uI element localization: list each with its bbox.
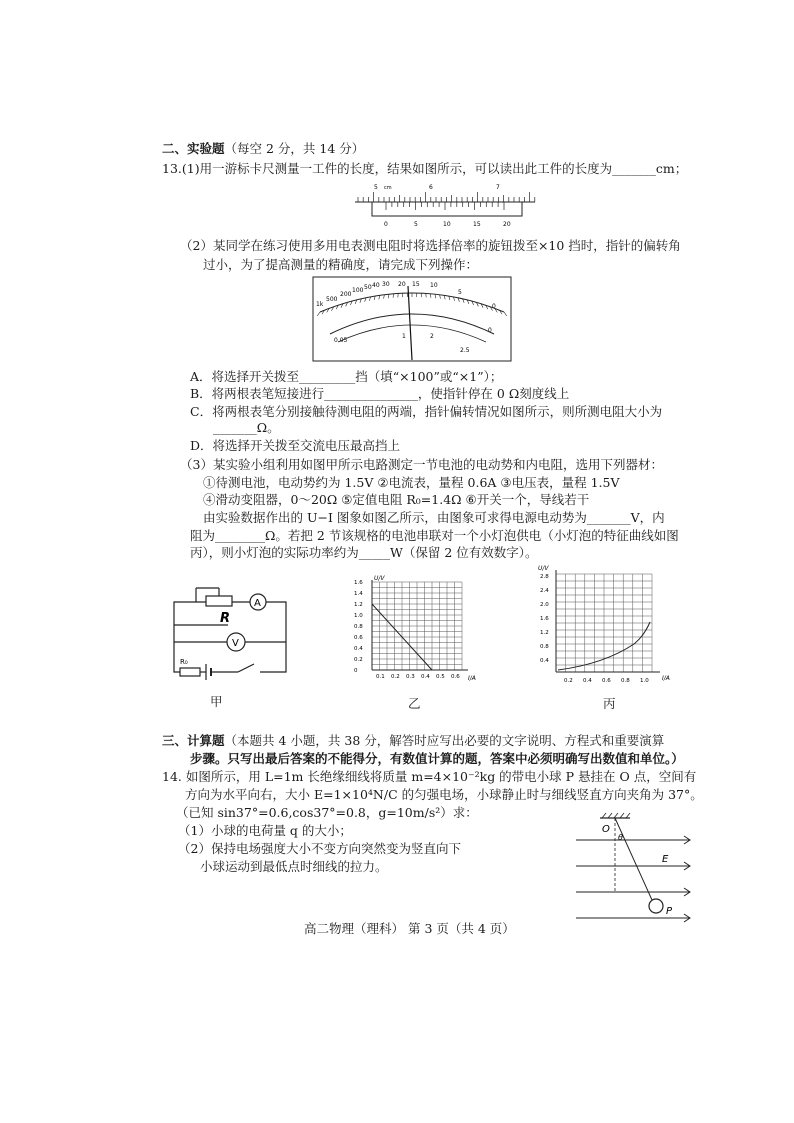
graph-yi-ytick: 0.4 [354,646,363,652]
graph-bing-ytick: 0.8 [540,644,549,650]
figure-caption-jia: 甲 [210,694,223,709]
section3-note-line2: 步骤。只写出最后答案的不能得分，有数值计算的题，答案中必须明确写出数值和单位。） [190,751,684,766]
ui-graph-yi [350,574,490,686]
pendulum-field-figure [570,812,700,924]
meter-ohm-label: 0 [492,303,496,310]
meter-lower-label: 2 [430,333,434,340]
q13-option-d: D．将选择开关拨至交流电压最高挡上 [190,438,401,453]
ui-graph-bing [534,560,682,688]
q14-line1: 14. 如图所示，用 L=1m 长绝缘细线将质量 m=4×10⁻²kg 的带电小球 P 悬挂在 O 点，空间有 [162,769,697,784]
caliper-main-scale [358,192,535,202]
meter-ohm-label: 5 [458,289,462,296]
fixed-resistor-symbol [180,668,200,676]
q13-part3-line2: ①待测电池，电动势约为 1.5V ②电流表，量程 0.6A ③电压表，量程 1.5V [203,475,620,490]
meter-ohm-label: 1k [316,301,324,308]
caliper-main-label: 5 [374,184,378,191]
graph-bing-xtick: 0.2 [564,678,573,684]
q13-option-a: A．将选择开关拨至_________挡（填“×100”或“×1”）； [190,369,503,384]
graph-yi-ytick: 0.2 [354,657,363,663]
caliper-vernier-scale [386,202,504,210]
graph-bing-xtick: 0.8 [621,678,630,684]
vernier-caliper-figure [350,180,540,230]
caliper-vernier-label: 20 [503,221,511,228]
graph-yi-ytick: 0.8 [354,624,363,630]
q14-line3: （已知 sin37°=0.6,cos37°=0.8，g=10m/s²）求： [176,805,478,820]
meter-ohm-label: 30 [382,281,390,288]
graph-bing-ytick: 2.8 [540,574,549,580]
rheostat-symbol [206,596,232,606]
figure-caption-yi: 乙 [408,696,421,711]
fixed-resistor-label: R₀ [180,658,188,666]
ammeter-label: A [254,598,261,609]
q13-option-c: C．将两根表笔分别接触待测电阻的两端，指针偏转情况如图所示，则所测电阻大小为 [190,404,663,419]
q13-part1: 13.(1)用一游标卡尺测量一工件的长度，结果如图所示，可以读出此工件的长度为_______cm； [162,161,688,176]
graph-bing-ytick: 0.4 [540,658,549,664]
ceiling-hatching [602,813,630,818]
q13-part3-line1: （3）某实验小组利用如图甲所示电路测定一节电池的电动势和内电阻，选用下列器材： [180,457,663,472]
caliper-main-label: 7 [496,184,500,191]
q14-sub1: （1）小球的电荷量 q 的大小； [178,823,352,838]
graph-bing-ytick: 1.2 [540,630,549,636]
meter-lower-label: 0 [488,327,492,334]
graph-yi-xtick: 0.2 [391,674,400,680]
graph-bing-ytick: 2.4 [540,588,549,594]
graph-bing-ytick: 2.0 [540,602,549,608]
meter-ohm-label: 500 [326,296,338,303]
graph-yi-xtick: 0.4 [421,674,430,680]
figure-caption-bing: 丙 [603,696,616,711]
charged-ball-p [649,899,663,913]
caliper-vernier-label: 0 [384,221,388,228]
q13-part3-line6: 丙），则小灯泡的实际功率约为_____W（保留 2 位有效数字）。 [190,545,538,560]
point-o-label: O [602,824,610,835]
q14-sub2: （2）保持电场强度大小不变方向突然变为竖直向下 [178,841,461,856]
voltmeter-label: V [232,638,239,649]
graph-bing-xlabel: I/A [662,675,670,682]
graph-yi-ytick: 1.2 [354,602,363,608]
meter-lower-label: 1 [402,333,406,340]
meter-ohm-label: 20 [398,281,406,288]
section3-heading [162,733,664,749]
multimeter-dial-figure [312,276,512,362]
meter-ohm-label: 100 [352,287,364,294]
section3-title: 三、计算题 [162,733,225,748]
section3-note-line1: （本题共 4 小题，共 38 分，解答时应写出必要的文字说明、方程式和重要演算 [224,733,665,748]
caliper-vernier-label: 5 [414,221,418,228]
graph-yi-ytick: 0 [354,668,358,674]
graph-yi-xlabel: I/A [468,675,476,682]
graph-bing-grid [556,574,652,672]
graph-yi-xtick: 0.3 [406,674,415,680]
page-footer: 高二物理（理科） 第 3 页（共 4 页） [304,921,515,936]
graph-bing-xtick: 0.4 [583,678,592,684]
graph-yi-ytick: 0.6 [354,635,363,641]
string-line [615,818,652,900]
meter-ohm-label: 15 [412,281,420,288]
graph-bing-xtick: 0.6 [602,678,611,684]
graph-bing-xtick: 1.0 [640,678,649,684]
circuit-diagram-jia [166,580,296,680]
q13-part3-line4: 由实验数据作出的 U−I 图象如图乙所示，由图象可求得电源电动势为_______V，内 [203,510,665,525]
q14-sub2-cont: 小球运动到最低点时细线的拉力。 [200,859,388,874]
section2-title: 二、实验题 [162,141,225,156]
section2-note: （每空 2 分，共 14 分） [224,141,365,156]
q13-option-c-blank: _______Ω。 [213,420,280,435]
q14-line2: 方向为水平向右，大小 E=1×10⁴N/C 的匀强电场，小球静止时与细线竖直方向夹角为 37°。 [185,787,703,802]
graph-yi-ytick: 1.0 [354,613,363,619]
graph-bing-ylabel: U/V [538,565,549,572]
rheostat-label: R [220,611,231,626]
meter-ohm-label: 50 [364,284,372,291]
meter-ohm-label: 200 [340,291,352,298]
q13-part3-line3: ④滑动变阻器，0～20Ω ⑤定值电阻 R₀=1.4Ω ⑥开关一个，导线若干 [203,492,590,507]
graph-yi-grid [372,582,462,670]
caliper-unit-label: cm [384,185,392,191]
meter-lower-label: 0.05 [334,337,348,344]
graph-yi-ylabel: U/V [374,575,385,582]
graph-yi-xtick: 0.6 [451,674,460,680]
meter-ohm-label: 10 [430,282,438,289]
graph-yi-ytick: 1.4 [354,591,363,597]
caliper-vernier-label: 10 [443,221,451,228]
q13-option-b: B．将两根表笔短接进行_______________，使指针停在 0 Ω刻度线上 [190,386,570,401]
graph-yi-xtick: 0.5 [436,674,445,680]
field-lines [576,836,690,922]
graph-yi-ytick: 1.6 [354,580,363,586]
caliper-main-label: 6 [429,184,433,191]
section2-heading [162,141,364,157]
graph-yi-xtick: 0.1 [376,674,385,680]
ball-p-label: P [666,906,673,917]
q13-part2-line2: 过小，为了提高测量的精确度，请完成下列操作： [203,257,479,272]
q13-part2-line1: （2）某同学在练习使用多用电表测电阻时将选择倍率的旋钮拨至×10 挡时，指针的偏转角 [180,238,681,253]
q13-part3-line5: 阻为________Ω。若把 2 节该规格的电池串联对一个小灯泡供电（小灯泡的特征曲线如图 [190,528,679,543]
meter-lower-label: 2.5 [460,347,470,354]
meter-ohm-label: 40 [372,282,380,289]
graph-bing-ytick: 1.6 [540,616,549,622]
angle-theta-label: θ [618,833,623,842]
field-e-label: E [662,854,669,865]
caliper-vernier-label: 15 [473,221,481,228]
